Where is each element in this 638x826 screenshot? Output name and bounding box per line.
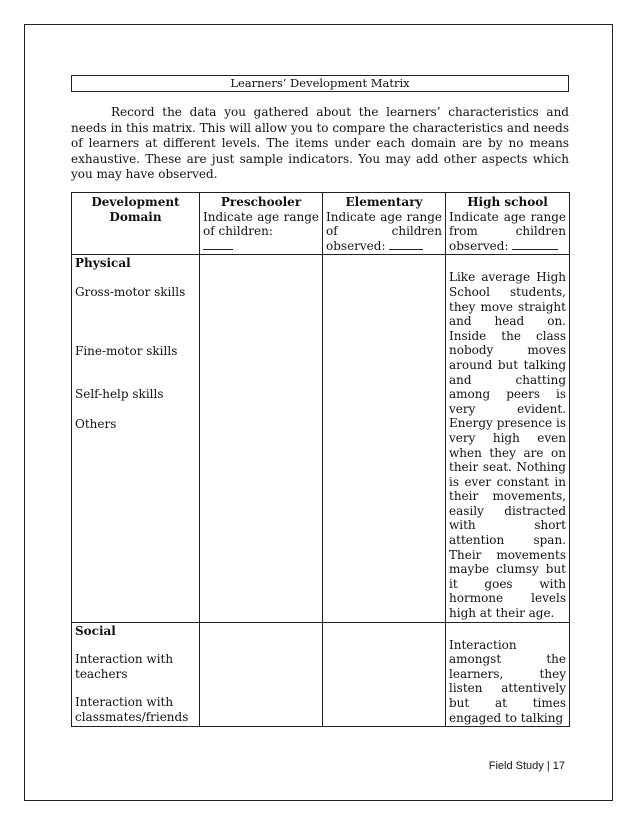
item-interaction-classmates: Interaction with classmates/friends xyxy=(75,695,189,724)
social-preschool-cell[interactable] xyxy=(200,622,323,727)
age-range-blank[interactable] xyxy=(512,239,558,250)
physical-preschool-cell[interactable] xyxy=(200,255,323,622)
physical-elementary-cell[interactable] xyxy=(323,255,446,622)
header-domain-label: Development Domain xyxy=(91,195,180,224)
header-domain xyxy=(72,193,200,255)
item-self-help: Self-help skills xyxy=(75,387,164,402)
header-highschool-note: Indicate age range from children observed: xyxy=(449,209,566,253)
physical-domain-cell xyxy=(72,255,200,622)
development-matrix-table xyxy=(71,192,570,727)
age-range-blank[interactable] xyxy=(203,239,233,250)
matrix-title: Learners’ Development Matrix xyxy=(71,75,569,92)
header-preschool-note: Indicate age range of children: xyxy=(203,210,319,254)
header-highschool-label: High school xyxy=(467,195,548,209)
social-highschool-text: Interaction amongst the learners, they listen attentively but at times engaged to talking xyxy=(449,637,566,725)
page-footer: Field Study | 17 xyxy=(488,760,565,772)
item-others: Others xyxy=(75,416,117,431)
item-fine-motor: Fine-motor skills xyxy=(75,343,178,358)
age-range-blank[interactable] xyxy=(389,239,423,250)
header-elementary-label: Elementary xyxy=(345,195,423,209)
social-highschool-cell[interactable] xyxy=(446,622,570,727)
instructions-paragraph: Record the data you gathered about the learners’ characteristics and needs in this matrix. This will allow you to compare the characteristics and needs of learners at different levels. The items under each domain are by no means exhaustive. These are just sample indicators. You may add other aspects which you may have observed. xyxy=(71,105,569,181)
header-row xyxy=(72,193,570,255)
social-row xyxy=(72,622,570,727)
social-elementary-cell[interactable] xyxy=(323,622,446,727)
header-elementary xyxy=(323,193,446,255)
physical-highschool-text: Like average High School students, they move straight and head on. Inside the class nobody moves around but talking and chatting among peers is very evident. Energy presence is very high even when they are on their seat. Nothing is ever constant in their movements, easily distracted with short attention span. Their movements maybe clumsy but it goes with hormone levels high at their age. xyxy=(449,270,566,621)
header-highschool xyxy=(446,193,570,255)
physical-row xyxy=(72,255,570,622)
item-interaction-teachers: Interaction with teachers xyxy=(75,652,174,681)
header-preschool xyxy=(200,193,323,255)
header-preschool-label: Preschooler xyxy=(220,195,302,209)
header-elementary-note: Indicate age range of children observed: xyxy=(326,209,442,253)
domain-name-social: Social xyxy=(75,623,116,638)
domain-name-physical: Physical xyxy=(75,256,131,271)
physical-highschool-cell[interactable] xyxy=(446,255,570,622)
social-domain-cell xyxy=(72,622,200,727)
item-gross-motor: Gross-motor skills xyxy=(75,284,186,299)
